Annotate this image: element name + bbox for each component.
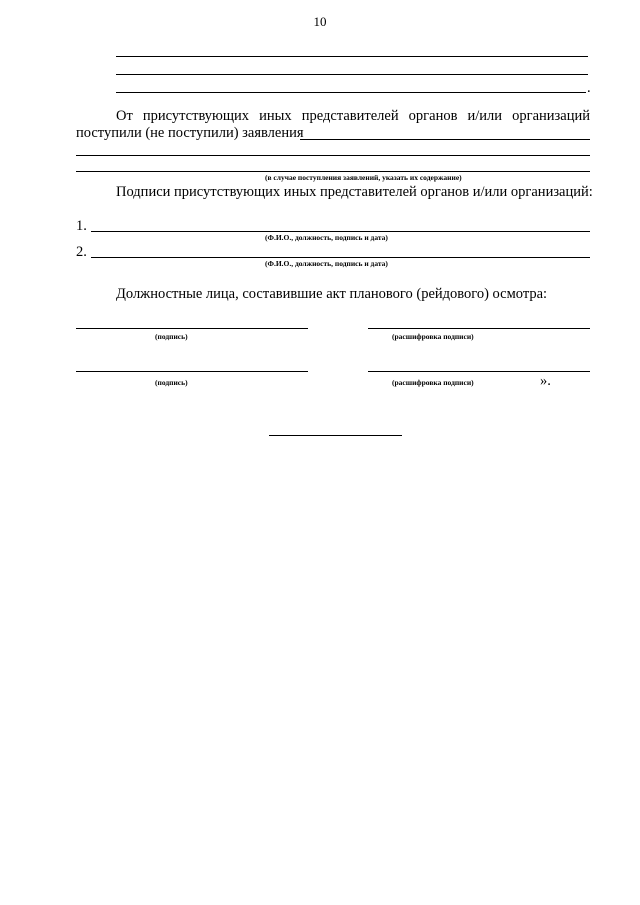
statements-field-line (300, 139, 590, 140)
blank-line-1 (116, 56, 588, 57)
signature-line-2 (91, 257, 590, 258)
official-sign-hint-1: (подпись) (155, 332, 188, 341)
signature-line-1 (91, 231, 590, 232)
officials-heading: Должностные лица, составившие акт планового (рейдового) осмотра: (116, 286, 548, 302)
blank-line-3 (116, 92, 586, 93)
statements-blank-line-2 (76, 171, 590, 172)
official-sign-hint-2: (подпись) (155, 378, 188, 387)
official-sign-line-2 (76, 371, 308, 372)
signatures-heading: Подписи присутствующих иных представителей органов и/или организаций: (116, 184, 593, 200)
official-name-hint-1: (расшифровка подписи) (392, 332, 474, 341)
end-separator-line (269, 435, 402, 436)
official-name-hint-2: (расшифровка подписи) (392, 378, 474, 387)
trailing-period: . (587, 80, 591, 96)
statements-line-1: От присутствующих иных представителей органов и/или организаций (116, 108, 590, 124)
signature-number-2: 2. (76, 244, 87, 260)
closing-quote: ». (540, 373, 551, 389)
official-name-line-1 (368, 328, 590, 329)
official-name-line-2 (368, 371, 590, 372)
signature-hint-1: (Ф.И.О., должность, подпись и дата) (265, 233, 388, 242)
signature-hint-2: (Ф.И.О., должность, подпись и дата) (265, 259, 388, 268)
signature-number-1: 1. (76, 218, 87, 234)
statements-blank-line-1 (76, 155, 590, 156)
statements-line-2: поступили (не поступили) заявления (76, 125, 304, 141)
statements-hint: (в случае поступления заявлений, указать их содержание) (265, 173, 462, 182)
official-sign-line-1 (76, 328, 308, 329)
blank-line-2 (116, 74, 588, 75)
page-number: 10 (313, 14, 327, 29)
